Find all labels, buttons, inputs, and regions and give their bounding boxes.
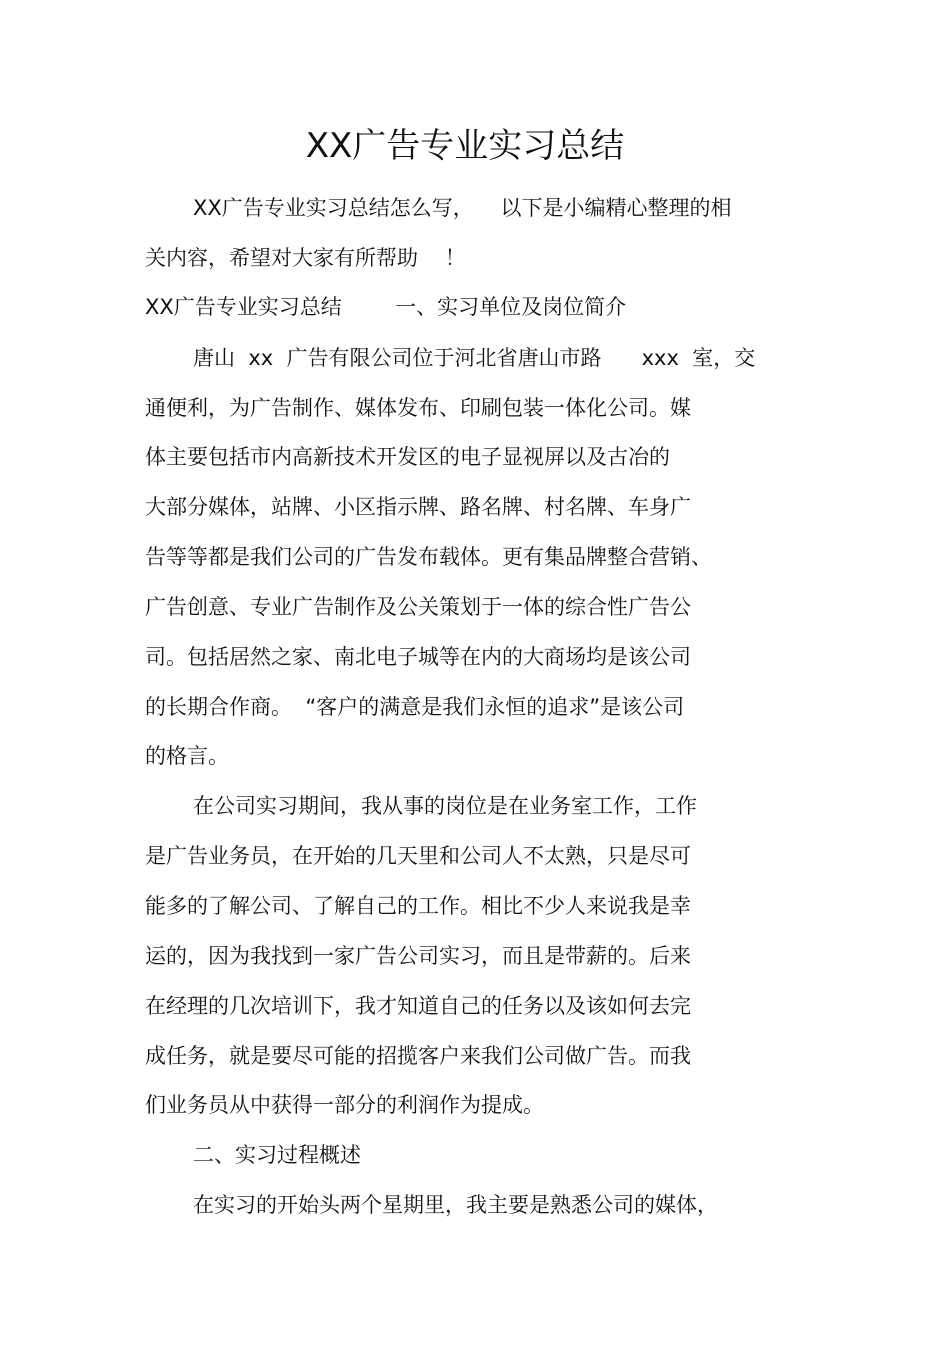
text-line: 成任务，就是要尽可能的招揽客户来我们公司做广告。而我 xyxy=(145,1044,691,1068)
text-line: XX广告专业实习总结怎么写， 以下是小编精心整理的相 xyxy=(193,196,732,220)
text-line: 通便利，为广告制作、媒体发布、印刷包装一体化公司。媒 xyxy=(145,396,691,420)
text-line: 大部分媒体，站牌、小区指示牌、路名牌、村名牌、车身广 xyxy=(145,495,691,519)
text-line: 运的，因为我找到一家广告公司实习，而且是带薪的。后来 xyxy=(145,944,691,968)
text-line: 唐山 xx 广告有限公司位于河北省唐山市路 xxx 室，交 xyxy=(193,346,756,370)
text-line: 司。包括居然之家、南北电子城等在内的大商场均是该公司 xyxy=(145,645,691,669)
text-line: 能多的了解公司、了解自己的工作。相比不少人来说我是幸 xyxy=(145,894,691,918)
text-line: 在经理的几次培训下，我才知道自己的任务以及该如何去完 xyxy=(145,994,691,1018)
text-line: 在公司实习期间，我从事的岗位是在业务室工作，工作 xyxy=(193,794,697,818)
text-line: 在实习的开始头两个星期里，我主要是熟悉公司的媒体， xyxy=(193,1193,718,1217)
text-line: 的格言。 xyxy=(145,744,229,768)
text-line: 体主要包括市内高新技术开发区的电子显视屏以及古冶的 xyxy=(145,445,670,469)
section-heading-line: XX广告专业实习总结 一、实习单位及岗位简介 xyxy=(145,295,627,319)
text-line: 们业务员从中获得一部分的利润作为提成。 xyxy=(145,1093,544,1117)
text-line: 关内容，希望对大家有所帮助 ！ xyxy=(145,246,466,270)
text-line: 告等等都是我们公司的广告发布载体。更有集品牌整合营销、 xyxy=(145,545,712,569)
section-heading-line: 二、实习过程概述 xyxy=(193,1143,361,1167)
document-title: XX广告专业实习总结 xyxy=(305,126,625,166)
text-line: 是广告业务员，在开始的几天里和公司人不太熟，只是尽可 xyxy=(145,844,691,868)
text-line: 的长期合作商。 “客户的满意是我们永恒的追求”是该公司 xyxy=(145,695,685,719)
text-line: 广告创意、专业广告制作及公关策划于一体的综合性广告公 xyxy=(145,595,691,619)
